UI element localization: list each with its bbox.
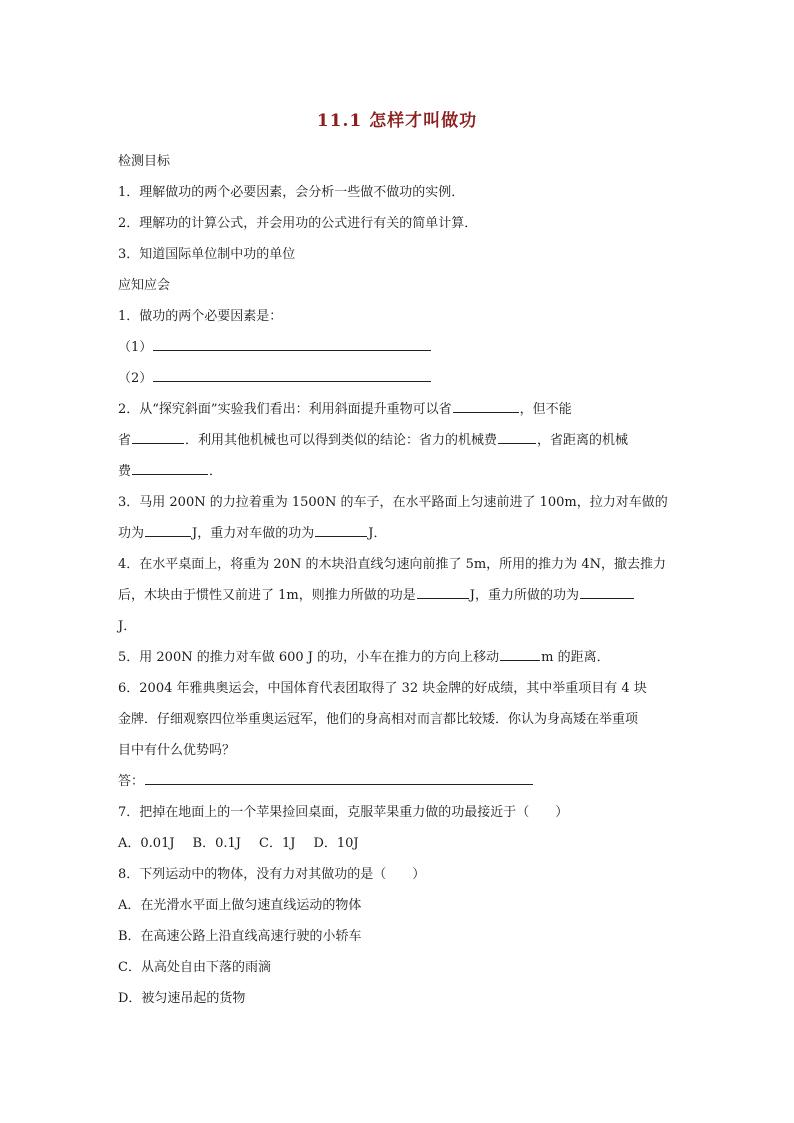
question-text: ，但不能 <box>519 402 572 417</box>
answer-blank[interactable] <box>315 522 367 537</box>
answer-blank[interactable] <box>153 367 431 382</box>
part-label: （2） <box>118 371 153 386</box>
question-6-line-1: 6．2004 年雅典奥运会，中国体育代表团取得了 32 块金牌的好成绩，其中举重项目有 4 块 <box>118 681 647 696</box>
question-6-answer <box>118 766 688 797</box>
question-2-line-1 <box>118 394 688 425</box>
answer-blank[interactable] <box>132 429 184 444</box>
question-2-line-3 <box>118 456 688 487</box>
question-text: ． <box>209 464 223 479</box>
question-1-part-2 <box>118 363 688 394</box>
goal-item: 3．知道国际单位制中功的单位 <box>118 247 296 262</box>
question-4-line-3: J． <box>118 619 137 634</box>
option-c[interactable]: C．从高处自由下落的雨滴 <box>118 960 271 975</box>
question-text: ，省距离的机械 <box>537 433 629 448</box>
question-text: 省 <box>118 433 132 448</box>
option-c[interactable]: C．1J <box>259 836 296 851</box>
answer-blank[interactable] <box>580 584 634 599</box>
question-6-line-3: 目中有什么优势吗？ <box>118 743 236 758</box>
question-text: J． <box>368 526 387 541</box>
answer-blank[interactable] <box>145 522 191 537</box>
section-heading: 应知应会 <box>118 278 171 293</box>
question-text: 功为 <box>118 526 145 541</box>
part-label: （1） <box>118 340 153 355</box>
question-text: J，重力所做的功为 <box>469 588 579 603</box>
option-d[interactable]: D．10J <box>313 836 359 851</box>
option-b[interactable]: B．在高速公路上沿直线高速行驶的小轿车 <box>118 929 362 944</box>
page-title: 11.1 怎样才叫做功 <box>316 111 478 131</box>
goals-heading: 检测目标 <box>118 154 171 169</box>
question-1-part-1 <box>118 332 688 363</box>
goal-item: 2．理解功的计算公式，并会用功的公式进行有关的简单计算． <box>118 216 478 231</box>
question-1: 1．做功的两个必要因素是： <box>118 309 283 324</box>
answer-blank[interactable] <box>498 429 536 444</box>
answer-blank[interactable] <box>500 646 540 661</box>
answer-blank[interactable] <box>417 584 469 599</box>
question-3-line-1: 3．马用 200N 的力拉着重为 1500N 的车子，在水平路面上匀速前进了 100m，拉力对车做的 <box>118 495 668 510</box>
option-a[interactable]: A．0.01J <box>118 836 175 851</box>
question-text: 后，木块由于惯性又前进了 1m，则推力所做的功是 <box>118 588 416 603</box>
question-text: J，重力对车做的功为 <box>192 526 315 541</box>
answer-blank[interactable] <box>453 398 519 413</box>
question-7: 7．把掉在地面上的一个苹果捡回桌面，克服苹果重力做的功最接近于（ ） <box>118 805 569 820</box>
option-a[interactable]: A．在光滑水平面上做匀速直线运动的物体 <box>118 898 362 913</box>
question-5 <box>118 642 688 673</box>
answer-blank[interactable] <box>145 770 533 785</box>
question-text: 费 <box>118 464 132 479</box>
question-8: 8．下列运动中的物体，没有力对其做功的是（ ） <box>118 867 426 882</box>
goal-item: 1．理解做功的两个必要因素，会分析一些做不做功的实例． <box>118 185 465 200</box>
answer-label: 答： <box>118 774 145 789</box>
question-text: m 的距离． <box>541 650 610 665</box>
answer-blank[interactable] <box>153 336 431 351</box>
question-text: 2．从“探究斜面”实验我们看出：利用斜面提升重物可以省 <box>118 402 452 417</box>
option-d[interactable]: D．被匀速吊起的货物 <box>118 991 246 1006</box>
question-4-line-2 <box>118 580 688 611</box>
question-text: ．利用其他机械也可以得到类似的结论：省力的机械费 <box>185 433 498 448</box>
worksheet-content <box>118 146 688 1014</box>
question-text: 5．用 200N 的推力对车做 600 J 的功，小车在推力的方向上移动 <box>118 650 500 665</box>
question-4-line-1: 4．在水平桌面上，将重为 20N 的木块沿直线匀速向前推了 5m，所用的推力为 4N，撤去推力 <box>118 557 666 572</box>
answer-blank[interactable] <box>132 460 208 475</box>
question-2-line-2 <box>118 425 688 456</box>
option-b[interactable]: B．0.1J <box>192 836 241 851</box>
question-3-line-2 <box>118 518 688 549</box>
question-6-line-2: 金牌．仔细观察四位举重奥运冠军，他们的身高相对而言都比较矮．你认为身高矮在举重项 <box>118 712 639 727</box>
question-7-options <box>118 828 688 859</box>
